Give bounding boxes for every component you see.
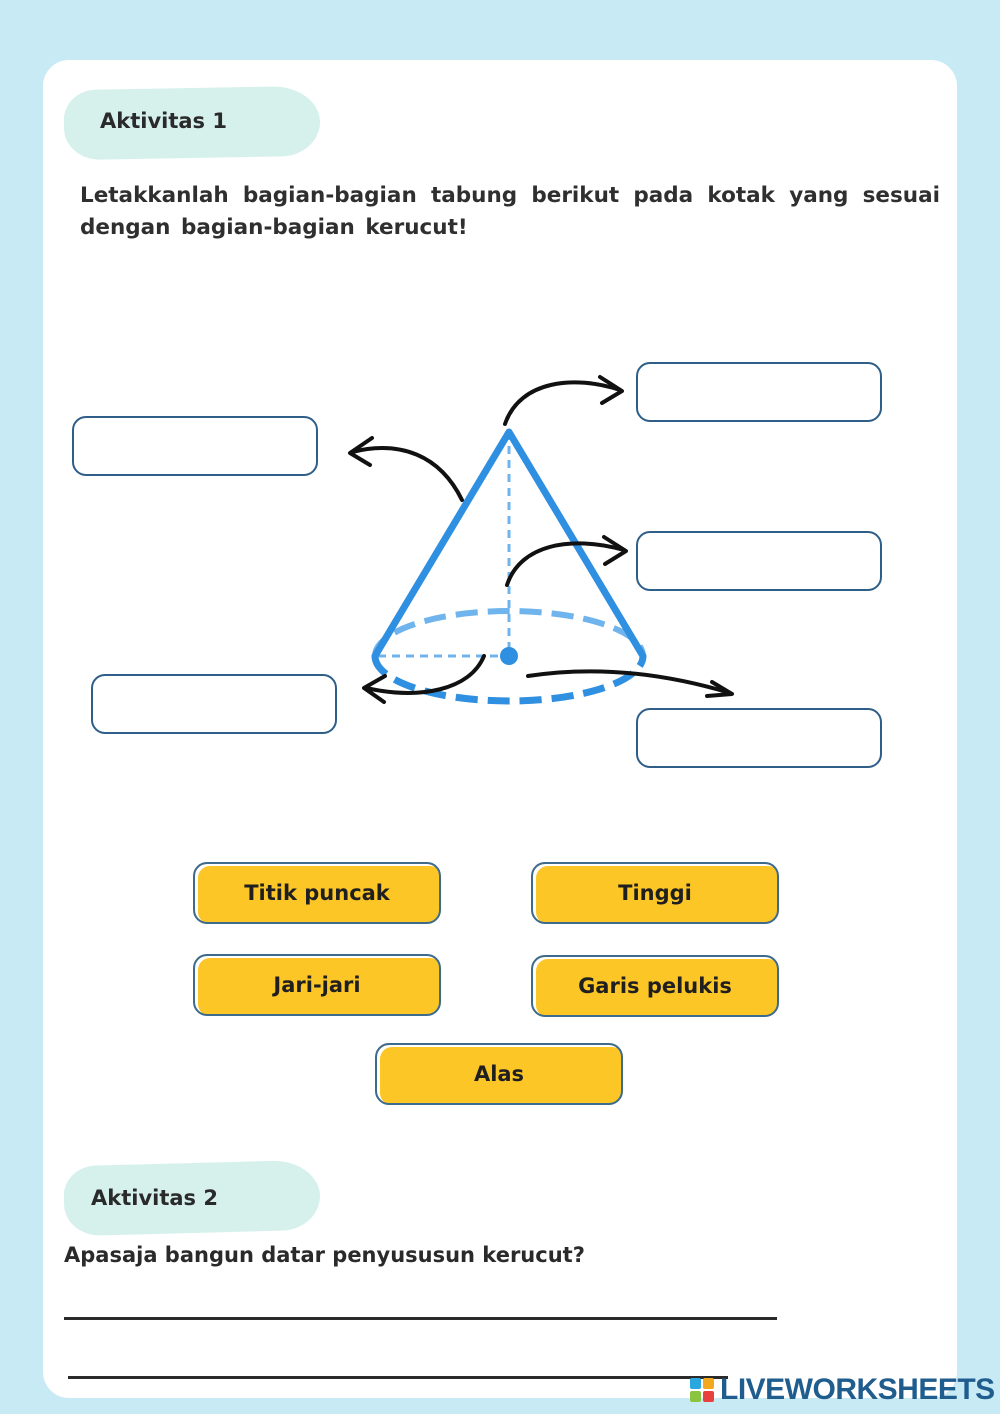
- arrow-height-head: [604, 537, 626, 564]
- chip-garis-pelukis[interactable]: Garis pelukis: [531, 955, 779, 1017]
- drop-box-radius[interactable]: [91, 674, 337, 734]
- activity1-instruction: Letakkanlah bagian-bagian tabung berikut pada kotak yang sesuai dengan bagian-bagian kerucut!: [80, 183, 940, 240]
- arrow-base: [528, 671, 730, 693]
- chip-alas[interactable]: Alas: [375, 1043, 623, 1105]
- activity1-heading: Aktivitas 1: [100, 109, 227, 133]
- chip-tinggi[interactable]: Tinggi: [531, 862, 779, 924]
- drop-box-base[interactable]: [636, 708, 882, 768]
- drop-box-apex[interactable]: [636, 362, 882, 422]
- liveworksheets-brand: [690, 1372, 995, 1408]
- chip-titik-puncak[interactable]: Titik puncak: [193, 862, 441, 924]
- drop-box-slant[interactable]: [72, 416, 318, 476]
- activity2-heading: Aktivitas 2: [91, 1186, 218, 1210]
- arrow-apex-head: [600, 377, 622, 403]
- answer-line-1[interactable]: [64, 1317, 777, 1320]
- answer-line-2[interactable]: [68, 1376, 728, 1379]
- cone-center-point: [500, 647, 518, 665]
- drop-box-height[interactable]: [636, 531, 882, 591]
- chip-jari-jari[interactable]: Jari-jari: [193, 954, 441, 1016]
- activity2-question: Apasaja bangun datar penyususun kerucut?: [64, 1243, 585, 1267]
- liveworksheets-logo-icon: [690, 1378, 714, 1402]
- arrow-slant: [352, 448, 462, 500]
- brand-name: LIVEWORKSHEETS: [720, 1373, 995, 1406]
